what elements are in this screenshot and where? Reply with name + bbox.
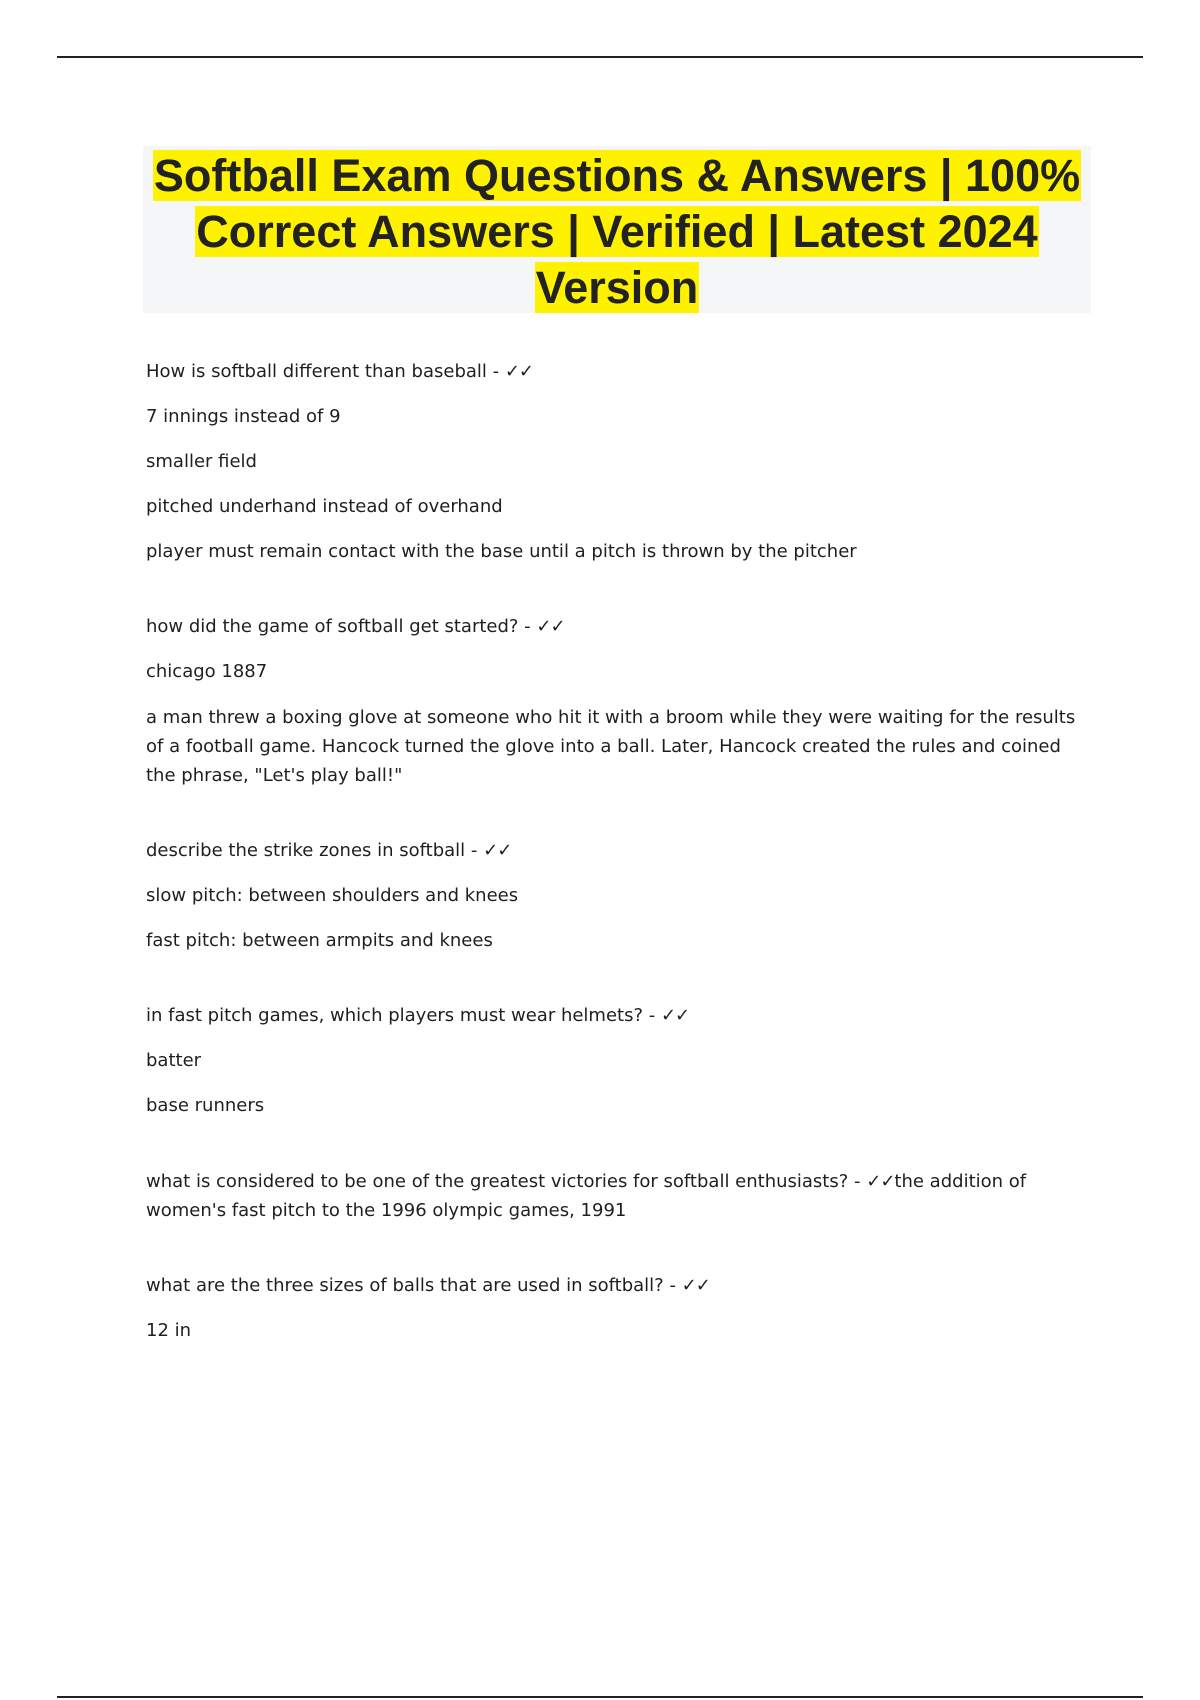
qa-item	[146, 1272, 1086, 1345]
answer: smaller field	[146, 451, 257, 472]
double-check-icon: ✓✓	[681, 1275, 710, 1296]
question	[146, 837, 1086, 865]
document-title-text: Softball Exam Questions & Answers | 100% Correct Answers | Verified | Latest 2024 Version	[153, 150, 1081, 313]
answer: pitched underhand instead of overhand	[146, 496, 503, 517]
answer: player must remain contact with the base until a pitch is thrown by the pitcher	[146, 541, 857, 562]
document-title	[143, 146, 1091, 316]
qa-item	[146, 358, 1086, 566]
bottom-rule	[57, 1696, 1143, 1698]
answer: chicago 1887	[146, 661, 268, 682]
answer-paragraph: a man threw a boxing glove at someone who hit it with a broom while they were waiting for the results of a football game. Hancock turned the glove into a ball. Later, Hancock created the rules and coined the phrase, "Let's play ball!"	[146, 707, 1076, 786]
answer: batter	[146, 1050, 202, 1071]
qa-list	[146, 358, 1086, 1392]
question	[146, 1272, 1086, 1300]
question	[146, 613, 1086, 641]
qa-item	[146, 1002, 1086, 1120]
question-text: in fast pitch games, which players must wear helmets? -	[146, 1005, 661, 1026]
answer: 7 innings instead of 9	[146, 406, 341, 427]
question	[146, 1167, 1086, 1225]
inline-answer: the addition of women's fast pitch to the 1996 olympic games, 1991	[146, 1171, 1027, 1221]
qa-item	[146, 1167, 1086, 1225]
answer: base runners	[146, 1095, 265, 1116]
double-check-icon: ✓✓	[483, 840, 512, 861]
double-check-icon: ✓✓	[536, 616, 565, 637]
question	[146, 358, 1086, 386]
question-text: what are the three sizes of balls that are used in softball? -	[146, 1275, 682, 1296]
answer: 12 in	[146, 1320, 192, 1341]
double-check-icon: ✓✓	[504, 361, 534, 382]
qa-item	[146, 837, 1086, 955]
question-text: what is considered to be one of the greatest victories for softball enthusiasts? -	[146, 1171, 867, 1192]
qa-item	[146, 613, 1086, 790]
question-text: How is softball different than baseball -	[146, 361, 505, 382]
title-block	[143, 146, 1091, 313]
answer: fast pitch: between armpits and knees	[146, 930, 493, 951]
top-rule	[57, 56, 1143, 58]
answer: slow pitch: between shoulders and knees	[146, 885, 519, 906]
question-text: how did the game of softball get started? -	[146, 616, 537, 637]
double-check-icon: ✓✓	[866, 1171, 895, 1192]
question-text: describe the strike zones in softball -	[146, 840, 484, 861]
question	[146, 1002, 1086, 1030]
double-check-icon: ✓✓	[660, 1005, 690, 1026]
